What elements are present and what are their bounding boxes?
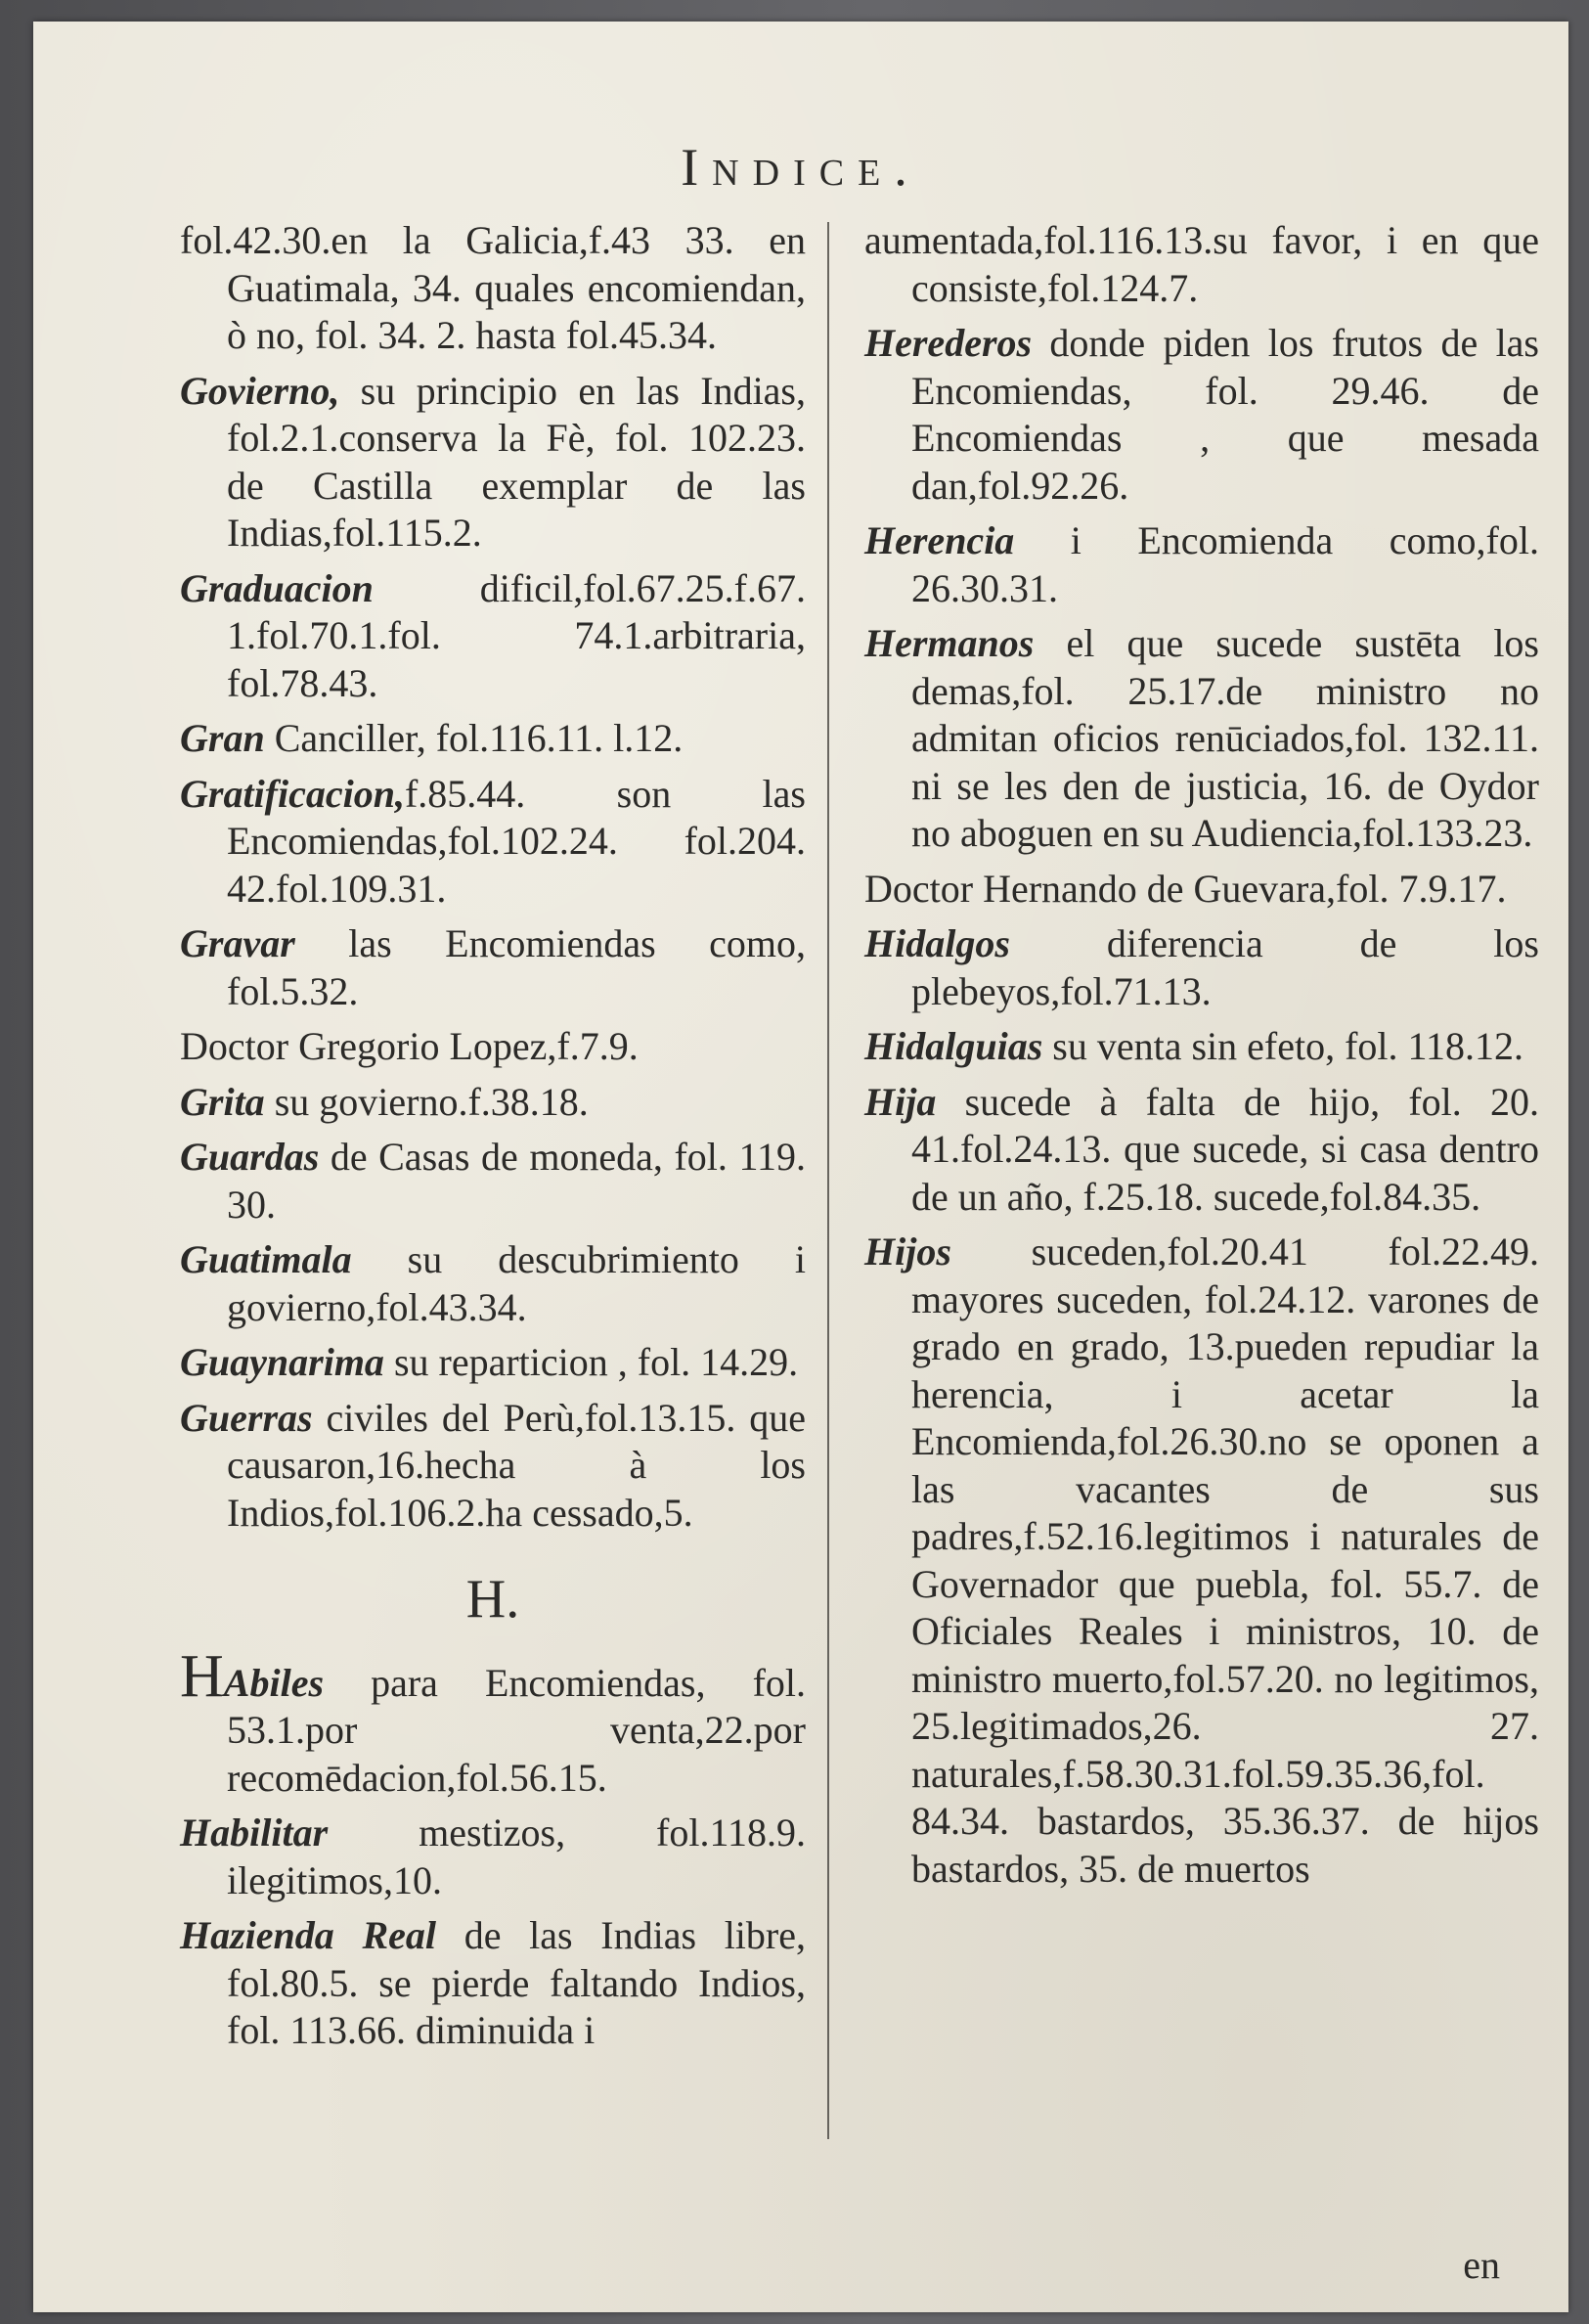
section-letter: H. — [465, 1569, 520, 1630]
entry-text: de Casas de moneda, fol. 119. 30. — [227, 1135, 806, 1227]
entry-text: de las Indias libre, fol.80.5. se pierde faltando Indios, fol. 113.66. diminuida i — [227, 1913, 806, 2052]
page-header: Indice. — [681, 138, 921, 197]
entry-text: su govierno.f.38.18. — [264, 1079, 589, 1124]
entry-term: Gravar — [180, 921, 295, 965]
index-entry — [864, 1023, 1539, 1071]
index-entry — [180, 1810, 806, 1904]
entry-text: i Encomienda como,fol. 26.30.31. — [911, 518, 1539, 610]
index-entry — [180, 1912, 806, 2055]
entry-text: f.85.44. son las Encomiendas,fol.102.24. fol.204. 42.fol.109.31. — [227, 771, 806, 911]
index-entry — [180, 368, 806, 558]
entry-term: Grita — [180, 1079, 265, 1124]
entry-text: su reparticion , fol. 14.29. — [383, 1340, 799, 1384]
index-entry — [180, 1023, 806, 1071]
index-entry — [864, 620, 1539, 858]
entry-text: el que sucede sustēta los demas,fol. 25.17.de ministro no admitan oficios renūciados,fol. 132.11. ni se les den de justicia, 16. de Oydor no aboguen en su Audiencia,fol.133.23. — [911, 621, 1539, 855]
entry-text: suceden,fol.20.41 fol.22.49. mayores suceden, fol.24.12. varones de grado en grado, 13.pueden repudiar la herencia, i acetar la Encomienda,fol.26.30.no se oponen a las vacantes de sus padres,f.52.16.legitimos i naturales de Governador que puebla, fol. 55.7. de Oficiales Reales i ministros, 10. de ministro muerto,fol.57.20. no legitimos, 25.legitimados,26. 27. naturales,f.58.30.31.fol.59.35.36,fol. 84.34. bastardos, 35.36.37. de hijos bastardos, 35. de muertos — [911, 1229, 1539, 1891]
right-column — [864, 217, 1539, 1900]
entry-text: sucede à falta de hijo, fol. 20. 41.fol.24.13. que sucede, si casa dentro de un año, f.25.18. sucede,fol.84.35. — [911, 1079, 1539, 1219]
index-entry — [864, 920, 1539, 1015]
index-entry — [180, 1339, 806, 1387]
drop-capital: H — [180, 1642, 224, 1710]
entry-term: Govierno, — [180, 368, 340, 413]
entry-text: las Encomiendas como, fol.5.32. — [227, 921, 806, 1013]
index-entry — [180, 1395, 806, 1538]
index-entry — [864, 866, 1539, 914]
index-entry — [180, 217, 806, 360]
entry-term: Gran — [180, 716, 265, 760]
entry-term: Herederos — [864, 321, 1033, 365]
index-entry — [864, 1079, 1539, 1222]
entry-text: fol.42.30.en la Galicia,f.43 33. en Guatimala, 34. quales encomiendan, ò no, fol. 34. 2. hasta fol.45.34. — [180, 218, 806, 357]
book-page — [33, 22, 1568, 2312]
entry-term: Hermanos — [864, 621, 1035, 665]
entry-text: su venta sin efeto, fol. 118.12. — [1042, 1024, 1524, 1068]
index-entry — [864, 217, 1539, 312]
entry-text: Canciller, fol.116.11. l.12. — [264, 716, 684, 760]
index-entry — [864, 517, 1539, 612]
column-divider — [827, 222, 829, 2139]
entry-text: civiles del Perù,fol.13.15. que causaron,16.hecha à los Indios,fol.106.2.ha cessado,5. — [227, 1395, 806, 1535]
index-entry — [180, 1079, 806, 1127]
entry-term: Guaynarima — [180, 1340, 384, 1384]
entry-text: para Encomiendas, fol. 53.1.por venta,22.por recomēdacion,fol.56.15. — [227, 1660, 806, 1800]
entry-text: Doctor Hernando de Guevara,fol. 7.9.17. — [864, 866, 1507, 911]
entry-term: Graduacion — [180, 565, 374, 610]
entry-text: su descubrimiento i govierno,fol.43.34. — [227, 1237, 806, 1329]
entry-text: mestizos, fol.118.9. ilegitimos,10. — [227, 1810, 806, 1902]
entry-term: Hijos — [864, 1229, 951, 1274]
entry-term: Herencia — [864, 518, 1015, 562]
entry-term: Gratificacion, — [180, 771, 405, 816]
entry-term: Guardas — [180, 1135, 320, 1179]
index-entry — [180, 920, 806, 1015]
index-entry — [180, 565, 806, 708]
left-column — [180, 217, 806, 2063]
entry-text: Doctor Gregorio Lopez,f.7.9. — [180, 1024, 639, 1068]
entry-text: aumentada,fol.116.13.su favor, i en que consiste,fol.124.7. — [864, 218, 1539, 310]
entry-term: Guatimala — [180, 1237, 352, 1281]
index-entry — [864, 320, 1539, 510]
entry-text: dificil,fol.67.25.f.67. 1.fol.70.1.fol. 74.1.arbitraria, fol.78.43. — [227, 565, 806, 705]
index-entry — [180, 715, 806, 763]
entry-term: Hija — [864, 1079, 937, 1124]
catchword: en — [1463, 2243, 1500, 2287]
entry-term: Hidalguias — [864, 1024, 1043, 1068]
entry-text: diferencia de los plebeyos,fol.71.13. — [911, 921, 1539, 1013]
index-entry — [180, 771, 806, 914]
entry-text: donde piden los frutos de las Encomiendas, fol. 29.46. de Encomiendas , que mesada dan,fol.92.26. — [911, 321, 1539, 508]
entry-term: Guerras — [180, 1395, 313, 1440]
index-entry — [180, 1236, 806, 1331]
entry-term: Hidalgos — [864, 921, 1010, 965]
entry-term: Hazienda Real — [180, 1913, 437, 1957]
index-entry — [180, 1642, 806, 1803]
index-entry — [864, 1229, 1539, 1893]
entry-term: Habilitar — [180, 1810, 329, 1855]
index-entry — [180, 1134, 806, 1229]
entry-text: su principio en las Indias, fol.2.1.conserva la Fè, fol. 102.23. de Castilla exemplar de las Indias,fol.115.2. — [227, 368, 806, 555]
entry-term: Abiles — [223, 1660, 325, 1705]
